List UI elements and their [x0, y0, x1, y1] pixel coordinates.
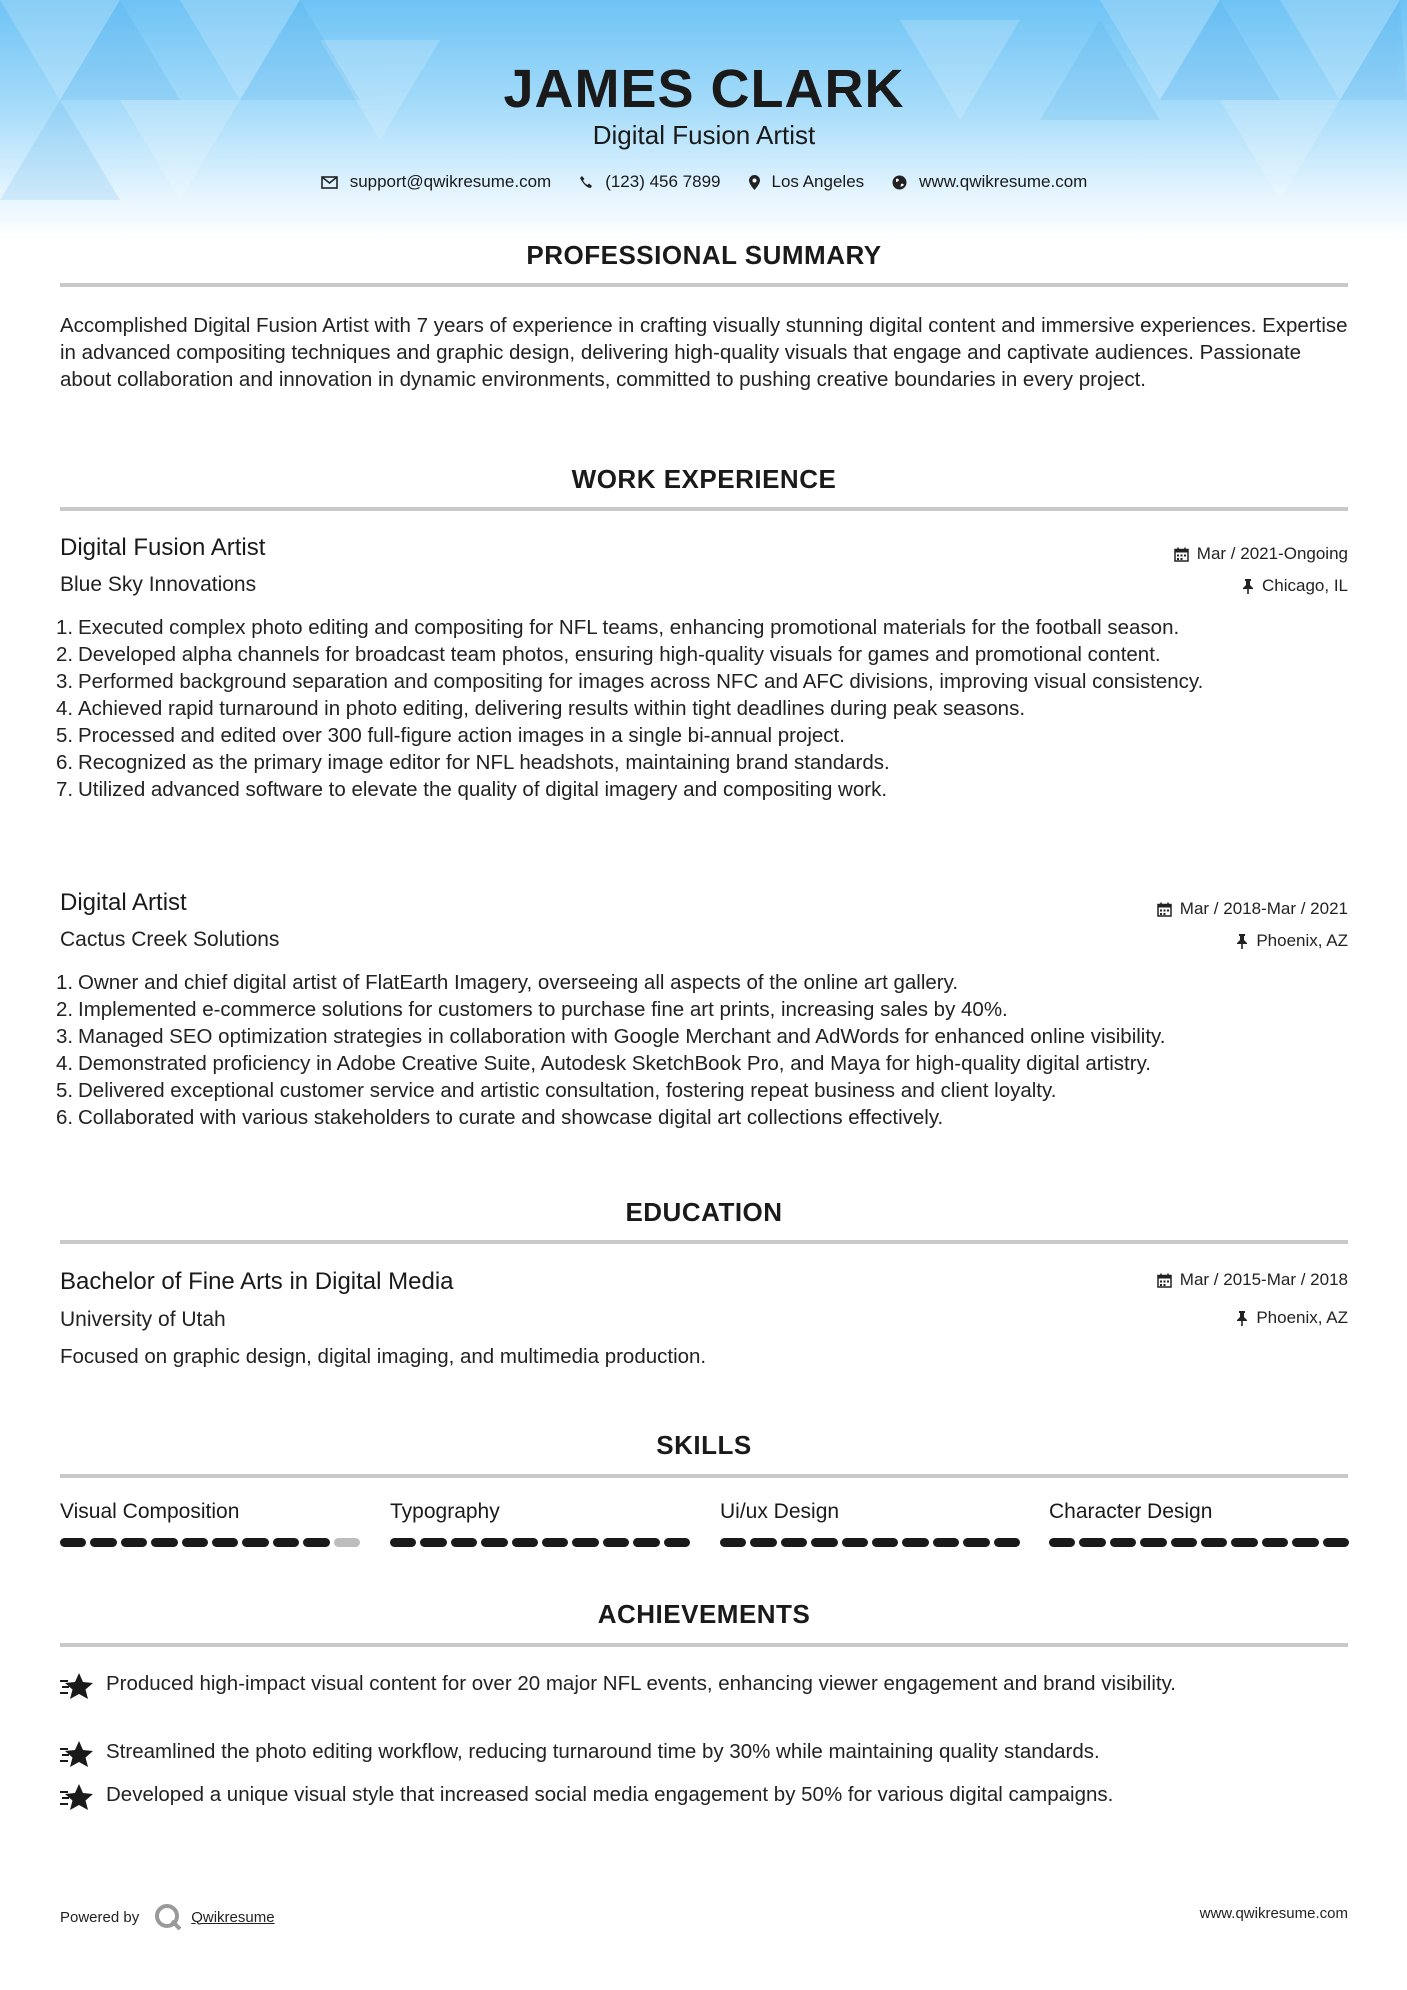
list-item: Executed complex photo editing and compositing for NFL teams, enhancing promotional materials for the football season.: [78, 616, 1180, 639]
skill-level-bar: [390, 1538, 690, 1547]
skill-segment-filled: [872, 1538, 898, 1547]
education-location: [1236, 1308, 1348, 1328]
skill-segment-filled: [811, 1538, 837, 1547]
skill-segment-filled: [902, 1538, 928, 1547]
job-1-company: Blue Sky Innovations: [60, 573, 257, 596]
skill-item: [390, 1500, 690, 1547]
education-date: [1157, 1270, 1348, 1290]
job-1-location: [1242, 576, 1348, 596]
skill-segment-filled: [1201, 1538, 1227, 1547]
skill-segment-filled: [273, 1538, 299, 1547]
skill-segment-filled: [542, 1538, 568, 1547]
skill-item: [1049, 1500, 1349, 1547]
job-1-location-text: Chicago, IL: [1262, 576, 1348, 595]
skill-segment-empty: [334, 1538, 360, 1547]
contact-phone-text: (123) 456 7899: [605, 172, 721, 191]
education-note: Focused on graphic design, digital imaging, and multimedia production.: [60, 1345, 707, 1368]
skill-level-bar: [1049, 1538, 1349, 1547]
skill-segment-filled: [1292, 1538, 1318, 1547]
list-item: Collaborated with various stakeholders to curate and showcase digital art collections effectively.: [78, 1106, 944, 1129]
skill-segment-filled: [1079, 1538, 1105, 1547]
skill-segment-filled: [1171, 1538, 1197, 1547]
skill-segment-filled: [963, 1538, 989, 1547]
skills-heading: SKILLS: [656, 1430, 752, 1460]
job-1-title: Digital Fusion Artist: [60, 534, 266, 561]
phone-icon: [579, 175, 593, 189]
pushpin-icon: [1242, 579, 1254, 594]
job-1-bullets: [60, 614, 1368, 803]
education-heading: EDUCATION: [625, 1197, 783, 1227]
job-2-bullets: [60, 969, 1368, 1131]
star-award-icon: [60, 1783, 94, 1811]
skill-segment-filled: [121, 1538, 147, 1547]
job-2-date-text: Mar / 2018-Mar / 2021: [1179, 899, 1348, 918]
achievement-item: [60, 1670, 1348, 1700]
skill-segment-filled: [451, 1538, 477, 1547]
skill-segment-filled: [1323, 1538, 1349, 1547]
education-date-text: Mar / 2015-Mar / 2018: [1179, 1270, 1348, 1289]
skill-segment-filled: [603, 1538, 629, 1547]
skills-rule: [60, 1474, 1348, 1478]
envelope-icon: [321, 176, 338, 189]
skill-level-bar: [720, 1538, 1020, 1547]
skill-segment-filled: [933, 1538, 959, 1547]
skill-item: [720, 1500, 1020, 1547]
list-item: Achieved rapid turnaround in photo editing, delivering results within tight deadlines during peak seasons.: [78, 697, 1026, 720]
skill-segment-filled: [212, 1538, 238, 1547]
achievements-rule: [60, 1643, 1348, 1647]
list-item: Demonstrated proficiency in Adobe Creative Suite, Autodesk SketchBook Pro, and Maya for high-quality digital artistry.: [78, 1052, 1152, 1075]
contact-bar: [60, 172, 1348, 192]
job-2-title: Digital Artist: [60, 889, 187, 916]
globe-icon: [892, 175, 907, 190]
skill-segment-filled: [633, 1538, 659, 1547]
skill-segment-filled: [664, 1538, 690, 1547]
skill-segment-filled: [242, 1538, 268, 1547]
skill-segment-filled: [1049, 1538, 1075, 1547]
candidate-name: JAMES CLARK: [503, 59, 905, 119]
map-pin-icon: [749, 175, 760, 190]
job-1-date-text: Mar / 2021-Ongoing: [1196, 544, 1348, 563]
achievement-text: Developed a unique visual style that increased social media engagement by 50% for various digital campaigns.: [106, 1783, 1114, 1806]
calendar-icon: [1174, 547, 1189, 562]
list-item: Delivered exceptional customer service and artistic consultation, fostering repeat business and client loyalty.: [78, 1079, 1057, 1102]
skill-segment-filled: [572, 1538, 598, 1547]
achievements-heading: ACHIEVEMENTS: [597, 1599, 811, 1629]
star-award-icon: [60, 1672, 94, 1700]
job-2-location: [1236, 931, 1348, 951]
calendar-icon: [1157, 1273, 1172, 1288]
job-2-location-text: Phoenix, AZ: [1256, 931, 1348, 950]
skill-segment-filled: [994, 1538, 1020, 1547]
skill-item: [60, 1500, 360, 1547]
contact-location-text: Los Angeles: [771, 172, 865, 191]
skill-segment-filled: [1262, 1538, 1288, 1547]
list-item: Processed and edited over 300 full-figure action images in a single bi-annual project.: [78, 724, 845, 747]
job-2-company: Cactus Creek Solutions: [60, 928, 280, 951]
skill-segment-filled: [1110, 1538, 1136, 1547]
footer-powered-by: [60, 1902, 275, 1932]
qwikresume-logo-icon: [153, 1902, 183, 1932]
footer-website[interactable]: www.qwikresume.com: [1199, 1905, 1348, 1922]
contact-location: [749, 172, 865, 192]
contact-phone[interactable]: [579, 172, 720, 192]
summary-text: Accomplished Digital Fusion Artist with 7 years of experience in crafting visually stunning digital content and immersive experiences. Expertise in advanced compositing techniques and graphic design, delivering high-quality visuals that engage and captivate audiences. Passionate about collaboration and innovation in dynamic environments, committed to pushing creative boundaries in every project.: [60, 314, 1348, 391]
list-item: Owner and chief digital artist of FlatEarth Imagery, overseeing all aspects of the online art gallery.: [78, 971, 959, 994]
skill-segment-filled: [90, 1538, 116, 1547]
experience-rule: [60, 507, 1348, 511]
education-location-text: Phoenix, AZ: [1256, 1308, 1348, 1327]
skill-segment-filled: [420, 1538, 446, 1547]
job-2-date: [1157, 899, 1348, 919]
skill-label: Typography: [390, 1500, 500, 1523]
skill-segment-filled: [1231, 1538, 1257, 1547]
skill-level-bar: [60, 1538, 360, 1547]
list-item: Developed alpha channels for broadcast team photos, ensuring high-quality visuals for games and promotional content.: [78, 643, 1161, 666]
skill-segment-filled: [842, 1538, 868, 1547]
job-1-date: [1174, 544, 1348, 564]
contact-website-text: www.qwikresume.com: [919, 172, 1088, 191]
skill-segment-filled: [720, 1538, 746, 1547]
contact-email-text: support@qwikresume.com: [349, 172, 552, 191]
powered-by-label: Powered by: [60, 1908, 140, 1926]
pushpin-icon: [1236, 1311, 1248, 1326]
skill-segment-filled: [781, 1538, 807, 1547]
skill-label: Ui/ux Design: [720, 1500, 840, 1523]
pushpin-icon: [1236, 934, 1248, 949]
education-school: University of Utah: [60, 1308, 226, 1331]
skill-label: Character Design: [1049, 1500, 1213, 1523]
skill-segment-filled: [60, 1538, 86, 1547]
contact-email[interactable]: [321, 172, 552, 192]
skill-segment-filled: [512, 1538, 538, 1547]
achievement-item: [60, 1781, 1348, 1811]
candidate-title: Digital Fusion Artist: [592, 120, 816, 150]
education-rule: [60, 1240, 1348, 1244]
skill-segment-filled: [182, 1538, 208, 1547]
brand-link[interactable]: Qwikresume: [191, 1908, 275, 1926]
achievement-text: Produced high-impact visual content for over 20 major NFL events, enhancing viewer engagement and brand visibility.: [106, 1672, 1176, 1695]
skill-segment-filled: [750, 1538, 776, 1547]
summary-heading: PROFESSIONAL SUMMARY: [526, 240, 882, 270]
education-degree: Bachelor of Fine Arts in Digital Media: [60, 1268, 454, 1295]
skill-segment-filled: [151, 1538, 177, 1547]
skill-segment-filled: [481, 1538, 507, 1547]
list-item: Utilized advanced software to elevate the quality of digital imagery and compositing work.: [78, 778, 888, 801]
star-award-icon: [60, 1740, 94, 1768]
list-item: Performed background separation and compositing for images across NFC and AFC divisions, improving visual consistency.: [78, 670, 1204, 693]
calendar-icon: [1157, 902, 1172, 917]
list-item: Managed SEO optimization strategies in collaboration with Google Merchant and AdWords for enhanced online visibility.: [78, 1025, 1166, 1048]
skill-segment-filled: [390, 1538, 416, 1547]
list-item: Recognized as the primary image editor for NFL headshots, maintaining brand standards.: [78, 751, 890, 774]
achievement-text: Streamlined the photo editing workflow, reducing turnaround time by 30% while maintaining quality standards.: [106, 1740, 1100, 1763]
list-item: Implemented e-commerce solutions for customers to purchase fine art prints, increasing sales by 40%.: [78, 998, 1008, 1021]
experience-heading: WORK EXPERIENCE: [571, 464, 837, 494]
skill-segment-filled: [303, 1538, 329, 1547]
achievement-item: [60, 1738, 1348, 1768]
skill-label: Visual Composition: [60, 1500, 240, 1523]
skill-segment-filled: [1140, 1538, 1166, 1547]
contact-website[interactable]: [892, 172, 1087, 192]
summary-rule: [60, 283, 1348, 287]
